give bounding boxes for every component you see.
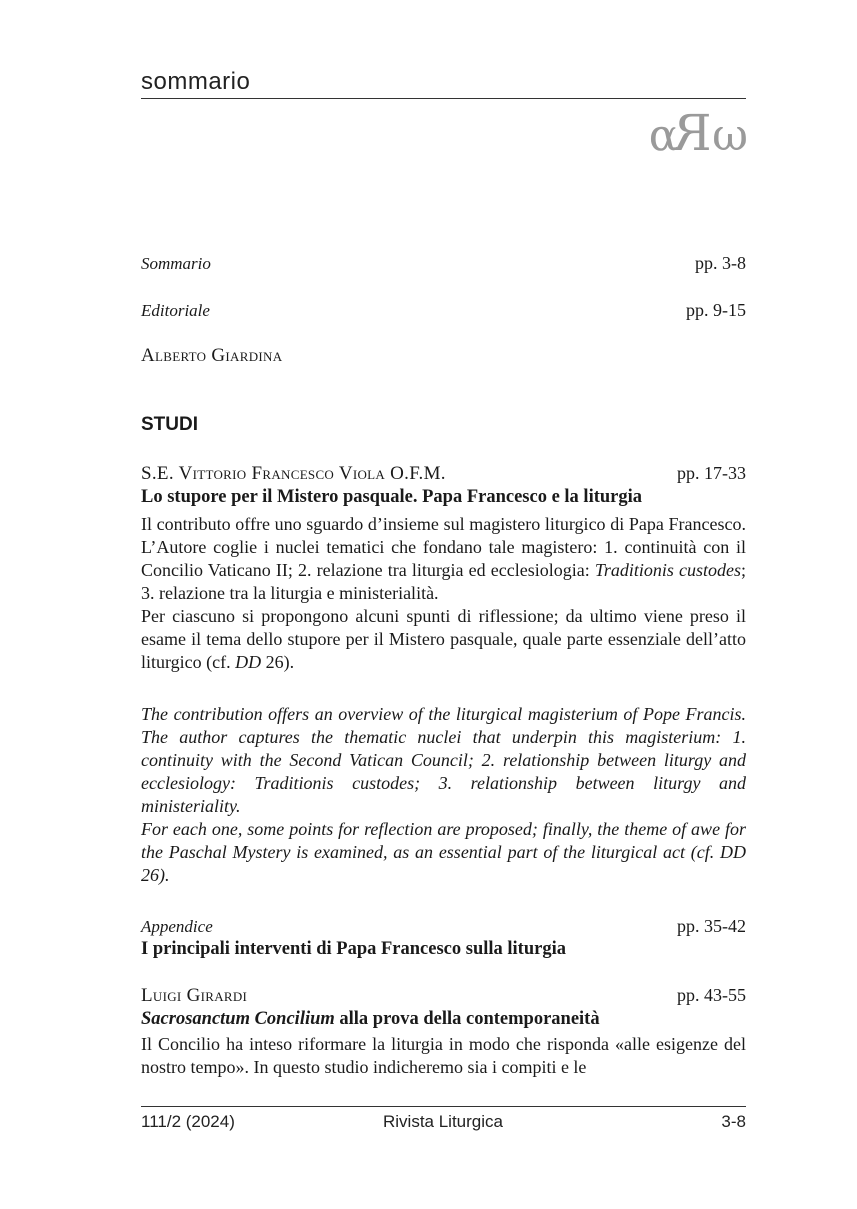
entry-title: Sacrosanctum Concilium alla prova della contemporaneità bbox=[141, 1009, 600, 1029]
section-heading: STUDI bbox=[141, 414, 198, 435]
entry-title: Lo stupore per il Mistero pasquale. Papa Francesco e la liturgia bbox=[141, 487, 643, 507]
entry-author: Alberto Giardina bbox=[141, 345, 283, 366]
entry-pages: pp. 9-15 bbox=[686, 300, 746, 320]
toc-entry-appendice[interactable] bbox=[141, 916, 746, 937]
toc-entry-1-header[interactable] bbox=[141, 463, 746, 485]
entry-label: Editoriale bbox=[141, 301, 210, 320]
abstract-paragraph: Per ciascuno si propongono alcuni spunti di riflessione; da ultimo viene preso il esame il tema dello stupore per il Mistero pasquale, quale parte essenziale dell’atto liturgico (cf. DD 26). bbox=[141, 606, 746, 672]
abstract-paragraph: The contribution offers an overview of the liturgical magisterium of Pope Francis. The author captures the thematic nuclei that underpin this magisterium: 1. continuity with the Second Vatican Council; 2. relationship between liturgy and ecclesiology: Traditionis custodes; 3. relationship between liturgy and ministeriality. bbox=[141, 704, 746, 816]
toc-entry-editoriale[interactable] bbox=[141, 300, 746, 321]
entry-pages: pp. 17-33 bbox=[677, 463, 746, 483]
entry-author: S.E. Vittorio Francesco Viola O.F.M. bbox=[141, 463, 446, 484]
running-title: sommario bbox=[141, 68, 251, 95]
footer-journal: Rivista Liturgica bbox=[383, 1112, 503, 1131]
abstract-paragraph: Il contributo offre uno sguardo d’insieme sul magistero liturgico di Papa Francesco. L’Autore coglie i nuclei tematici che fondano tale magistero: 1. continuità con il Concilio Vaticano II; 2. relazione tra liturgia ed ecclesiologia: Traditionis custodes; 3. relazione tra la liturgia e ministerialità. bbox=[141, 514, 746, 603]
abstract-english bbox=[141, 703, 746, 887]
entry-label: Appendice bbox=[141, 917, 213, 936]
toc-entry-sommario[interactable] bbox=[141, 253, 746, 274]
entry-author: Luigi Girardi bbox=[141, 985, 248, 1006]
abstract-paragraph: For each one, some points for reflection are proposed; finally, the theme of awe for the Paschal Mystery is examined, as an essential part of the liturgical act (cf. DD 26). bbox=[141, 819, 746, 885]
footer-rule bbox=[141, 1106, 746, 1107]
entry-label: Sommario bbox=[141, 254, 211, 273]
entry-pages: pp. 35-42 bbox=[677, 916, 746, 936]
footer-issue: 111/2 (2024) bbox=[141, 1112, 235, 1131]
journal-logo: αRω bbox=[648, 104, 746, 162]
footer-page-range: 3-8 bbox=[721, 1112, 746, 1131]
toc-entry-2-header[interactable] bbox=[141, 985, 746, 1007]
header-rule bbox=[141, 98, 746, 99]
entry-pages: pp. 43-55 bbox=[677, 985, 746, 1005]
abstract-italian: Il Concilio ha inteso riformare la liturgia in modo che risponda «alle esigenze del nostro tempo». In questo studio indicheremo sia i compiti e le bbox=[141, 1034, 746, 1077]
entry-pages: pp. 3-8 bbox=[695, 253, 746, 273]
abstract-italian bbox=[141, 513, 746, 674]
entry-title: I principali interventi di Papa Francesco sulla liturgia bbox=[141, 939, 566, 959]
editoriale-author-row bbox=[141, 345, 746, 367]
